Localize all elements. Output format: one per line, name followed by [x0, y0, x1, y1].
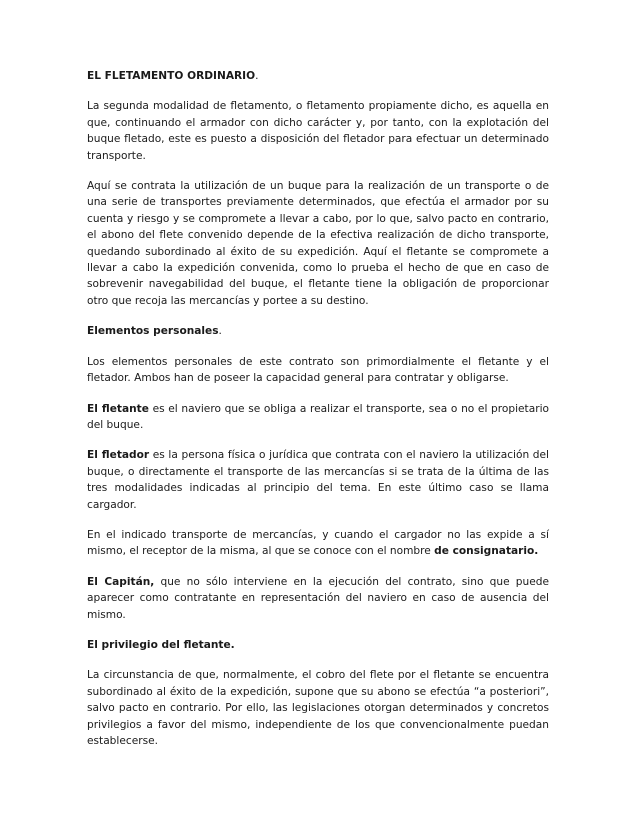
privilegio-heading	[87, 637, 549, 653]
paragraph-consignatario	[87, 527, 549, 560]
consignatario-text: En el indicado transporte de mercancías, y cuando el cargador no las expide a sí mismo, el receptor de la misma, al que se conoce con el nombre	[87, 528, 549, 558]
consignatario-term: de consignatario.	[434, 545, 539, 558]
paragraph-capitan	[87, 574, 549, 623]
paragraph-8: La circunstancia de que, normalmente, el cobro del flete por el fletante se encuentra subordinado al éxito de la expedición, supone que su abono se efectúa “a posteriori”, salvo pacto en contrario. Por ello, las legislaciones otorgan determinados y concretos privilegios a favor del mismo, independiente de los que convencionalmente puedan establecerse.	[87, 669, 549, 747]
elementos-heading-rest: .	[218, 325, 222, 338]
section-title-rest: .	[255, 70, 259, 82]
section-title-bold: EL FLETAMENTO ORDINARIO	[87, 70, 256, 82]
section-title	[87, 68, 549, 84]
fletador-term: El fletador	[87, 449, 150, 462]
paragraph-3: Los elementos personales de este contrato son primordialmente el fletante y el fletador. Ambos han de poseer la capacidad general para contratar y obligarse.	[87, 355, 549, 385]
capitan-term: El Capitán,	[87, 575, 155, 588]
paragraph-fletador	[87, 447, 549, 513]
fletante-term: El fletante	[87, 402, 149, 415]
paragraph-2: Aquí se contrata la utilización de un buque para la realización de un transporte o de una serie de transportes previamente determinados, que efectúa el armador por su cuenta y riesgo y se compromete a llevar a cabo, por lo que, salvo pacto en contrario, el abono del flete convenido depende de la efectiva realización de dicho transporte, quedando subordinado al éxito de su expedición. Aquí el fletante se compromete a llevar a cabo la expedición convenida, como lo prueba el hecho de que en caso de sobrevenir navegabilidad del buque, el fletante tiene la obligación de proporcionar otro que recoja las mercancías y portee a su destino.	[87, 180, 549, 307]
elementos-heading	[87, 323, 549, 339]
document-page	[87, 68, 549, 763]
capitan-definition: que no sólo interviene en la ejecución del contrato, sino que puede aparecer como contratante en representación del naviero en caso de ausencia del mismo.	[87, 575, 549, 621]
fletante-definition: es el naviero que se obliga a realizar el transporte, sea o no el propietario del buque.	[87, 402, 549, 431]
elementos-heading-bold: Elementos personales	[87, 325, 219, 338]
fletador-definition: es la persona física o jurídica que contrata con el naviero la utilización del buque, o directamente el transporte de las mercancías si se trata de la última de las tres modalidades indicadas al principio del tema. En este último caso se llama cargador.	[87, 449, 549, 511]
privilegio-heading-bold: El privilegio del fletante.	[87, 638, 235, 651]
paragraph-fletante	[87, 401, 549, 434]
paragraph-1: La segunda modalidad de fletamento, o fletamento propiamente dicho, es aquella en que, continuando el armador con dicho carácter y, por tanto, con la explotación del buque fletado, este es puesto a disposición del fletador para efectuar un determinado transporte.	[87, 100, 549, 162]
